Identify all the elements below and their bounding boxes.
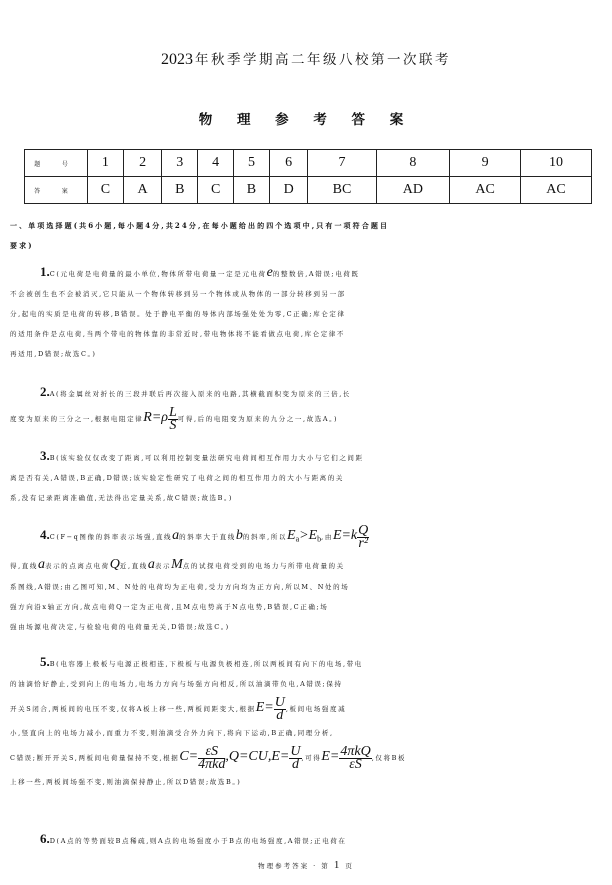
text-line: 不会被创生也不会被消灭,它只能从一个物体转移到另一个物体或从物体的一部分转移到另一部 xyxy=(10,290,346,298)
question-number: 9 xyxy=(450,150,521,177)
fraction-capacitance: εS 4πkd xyxy=(198,743,226,772)
question-label: 4. xyxy=(40,527,50,542)
solution-q3 xyxy=(10,446,595,508)
text: ,由 xyxy=(321,533,333,541)
section-heading xyxy=(10,216,595,256)
resistance-formula: R=ρ xyxy=(143,410,168,425)
answer-cell: B xyxy=(234,177,270,204)
solution-q6 xyxy=(10,829,595,851)
row-label-answer: 答 案 xyxy=(25,177,88,204)
page-number: 1 xyxy=(333,859,342,871)
exam-title: 年秋季学期高二年级八校第一次联考 xyxy=(195,52,451,68)
fraction-field-strength: 4πkQ εS xyxy=(340,743,371,772)
answer-cell: A xyxy=(123,177,162,204)
text-line: 离是否有关,A错误,B正确,D错误;该实验定性研究了电荷之间的相互作用力的大小与距离的关 xyxy=(10,474,344,482)
text-line: 再适用,D错误;故选C。) xyxy=(10,350,97,358)
answer-cell: AC xyxy=(450,177,521,204)
page-footer: 物理参考答案 · 第 1 页 xyxy=(258,859,354,871)
fraction-u-over-d: $\frac{U}{d}$ xyxy=(290,743,301,772)
answer-table-answer-row xyxy=(25,177,592,204)
text: C(F−q图像的斜率表示场强,直线 xyxy=(49,533,173,541)
text: 的斜率大于直线 xyxy=(179,533,236,541)
question-number: 2 xyxy=(123,150,162,177)
row-label-question: 题 号 xyxy=(25,150,88,177)
exam-year: 2023 xyxy=(161,51,193,68)
text: A(将金属丝对折长的三段并联后再次接入原来的电路,其横截面积变为原来的三倍,长 xyxy=(49,390,352,398)
question-label: 2. xyxy=(40,384,50,399)
answer-cell: AD xyxy=(376,177,450,204)
text: 的整数倍,A错误;电荷既 xyxy=(272,270,360,278)
fraction-u-over-d: $\frac{U}{d}$ xyxy=(274,694,285,723)
text-line: 系,没有记录距离准确值,无法得出定量关系,故C错误;故选B。) xyxy=(10,494,234,502)
question-label: 6. xyxy=(40,831,50,846)
text-line: 的适用条件是点电荷,当两个带电的物体靠的非常近时,带电物体将不能看做点电荷,库仑定律不 xyxy=(10,330,345,338)
text-line: 小,竖直向上的电场力减小,而重力不变,则油滴受合外力向下,将向下运动,B正确,同理分析, xyxy=(10,729,334,737)
fraction-q-over-r2: $\frac{Q}{\text{r²}}$ xyxy=(358,522,369,551)
question-number: 5 xyxy=(234,150,270,177)
exam-header xyxy=(0,48,612,69)
solution-q5: 5.B(电容器上极板与电源正极相连,下极板与电源负极相连,所以两板间有向下的电场,带电 的油滴恰好静止,受到向上的电场力,电场力方向与场强方向相反,所以油滴带负电,A错误;保持 开关S闭合,两板间的电压不变,仅将A板上移一些,两板间距变大,根据E= $\frac{U}{d}$ ,板间电场强度减 小,竖直向上的电场力减小,而重力不变,则油滴受合外力向下,将向下运动,B正确,同理分析, C错误;断开开关S,两板间电荷量保持不变,根据C= εS 4πkd ,Q=CU,E= $\frac{U}{d}$ ,可得E= 4πkQ εS ,仅将B板 上移一些,两板间场强不变,则油滴保持静止,所以D错误;故选B。) xyxy=(10,652,595,792)
solution-q4: 4.C(F−q图像的斜率表示场强,直线a的斜率大于直线b的斜率,所以$E_a>E_b$,由E=k $\frac{Q}{\text{r²}}$ 得,直线a表示的点离点电荷Q近,直线a表示M点的试探电荷受到的电场力与所带电荷量的关 系图线,A错误;由乙图可知,M、N处的电荷均为正电荷,受力方向均为正方向,所以M、N处的场 强方向沿x轴正方向,故点电荷Q一定为正电荷,且M点电势高于N点电势,B错误,C正确;场 强由场源电荷决定,与检验电荷的电荷量无关,D错误;故选C。) xyxy=(10,520,595,637)
answer-cell: D xyxy=(269,177,308,204)
text: D(A点的等势面较B点稀疏,则A点的电场强度小于B点的电场强度,A错误;正电荷在 xyxy=(49,837,347,845)
text-line: 强方向沿x轴正方向,故点电荷Q一定为正电荷,且M点电势高于N点电势,B错误,C正确;场 xyxy=(10,603,329,612)
question-number: 8 xyxy=(376,150,450,177)
text-line: 的油滴恰好静止,受到向上的电场力,电场力方向与场强方向相反,所以油滴带负电,A错误;保持 xyxy=(10,680,343,688)
question-label: 5. xyxy=(40,654,50,669)
text: 度变为原来的三分之一,根据电阻定律 xyxy=(10,415,144,423)
document-title: 物 理 参 考 答 案 xyxy=(198,112,414,128)
symbol-e: e xyxy=(266,265,273,280)
section-heading-line: 要求) xyxy=(10,241,34,250)
text-line: 系图线,A错误;由乙图可知,M、N处的电荷均为正电荷,受力方向均为正方向,所以M、N处的场 xyxy=(10,583,350,592)
text: B(该实验仅仅改变了距离,可以利用控制变量法研究电荷间相互作用力大小与它们之间距 xyxy=(49,454,364,462)
answer-cell: B xyxy=(162,177,198,204)
answer-cell: C xyxy=(88,177,124,204)
question-number: 10 xyxy=(521,150,592,177)
text-line: 强由场源电荷决定,与检验电荷的电荷量无关,D错误;故选C。) xyxy=(10,623,230,632)
question-number: 3 xyxy=(162,150,198,177)
solution-q1 xyxy=(10,262,595,364)
text: 可得,后的电阻变为原来的九分之一,故选A。) xyxy=(177,415,339,423)
solution-q2 xyxy=(10,382,595,433)
question-number: 1 xyxy=(88,150,124,177)
question-number: 6 xyxy=(269,150,308,177)
answer-table-number-row xyxy=(25,150,592,177)
answer-cell: C xyxy=(198,177,234,204)
text-line: 分,起电的实质是电荷的转移,B错误。处于静电平衡的导体内部场强处处为零,C正确;库仑定律 xyxy=(10,310,346,318)
text: C(元电荷是电荷量的最小单位,物体所带电荷量一定是元电荷 xyxy=(49,270,267,278)
question-number: 7 xyxy=(308,150,376,177)
text-line: 上移一些,两板间场强不变,则油滴保持静止,所以D错误;故选B。) xyxy=(10,778,242,786)
answer-cell: AC xyxy=(521,177,592,204)
question-label: 1. xyxy=(40,264,50,279)
answer-cell: BC xyxy=(308,177,376,204)
answer-table xyxy=(24,149,592,204)
fraction-l-over-s: $\frac{L}{S}$ xyxy=(169,404,177,433)
question-number: 4 xyxy=(198,150,234,177)
section-heading-line: 一、单项选择题(共6小题,每小题4分,共24分,在每小题给出的四个选项中,只有一项符合题目 xyxy=(10,221,390,230)
text: B(电容器上极板与电源正极相连,下极板与电源负极相连,所以两板间有向下的电场,带电 xyxy=(49,660,363,668)
text: 的斜率,所以 xyxy=(242,533,288,541)
question-label: 3. xyxy=(40,448,50,463)
